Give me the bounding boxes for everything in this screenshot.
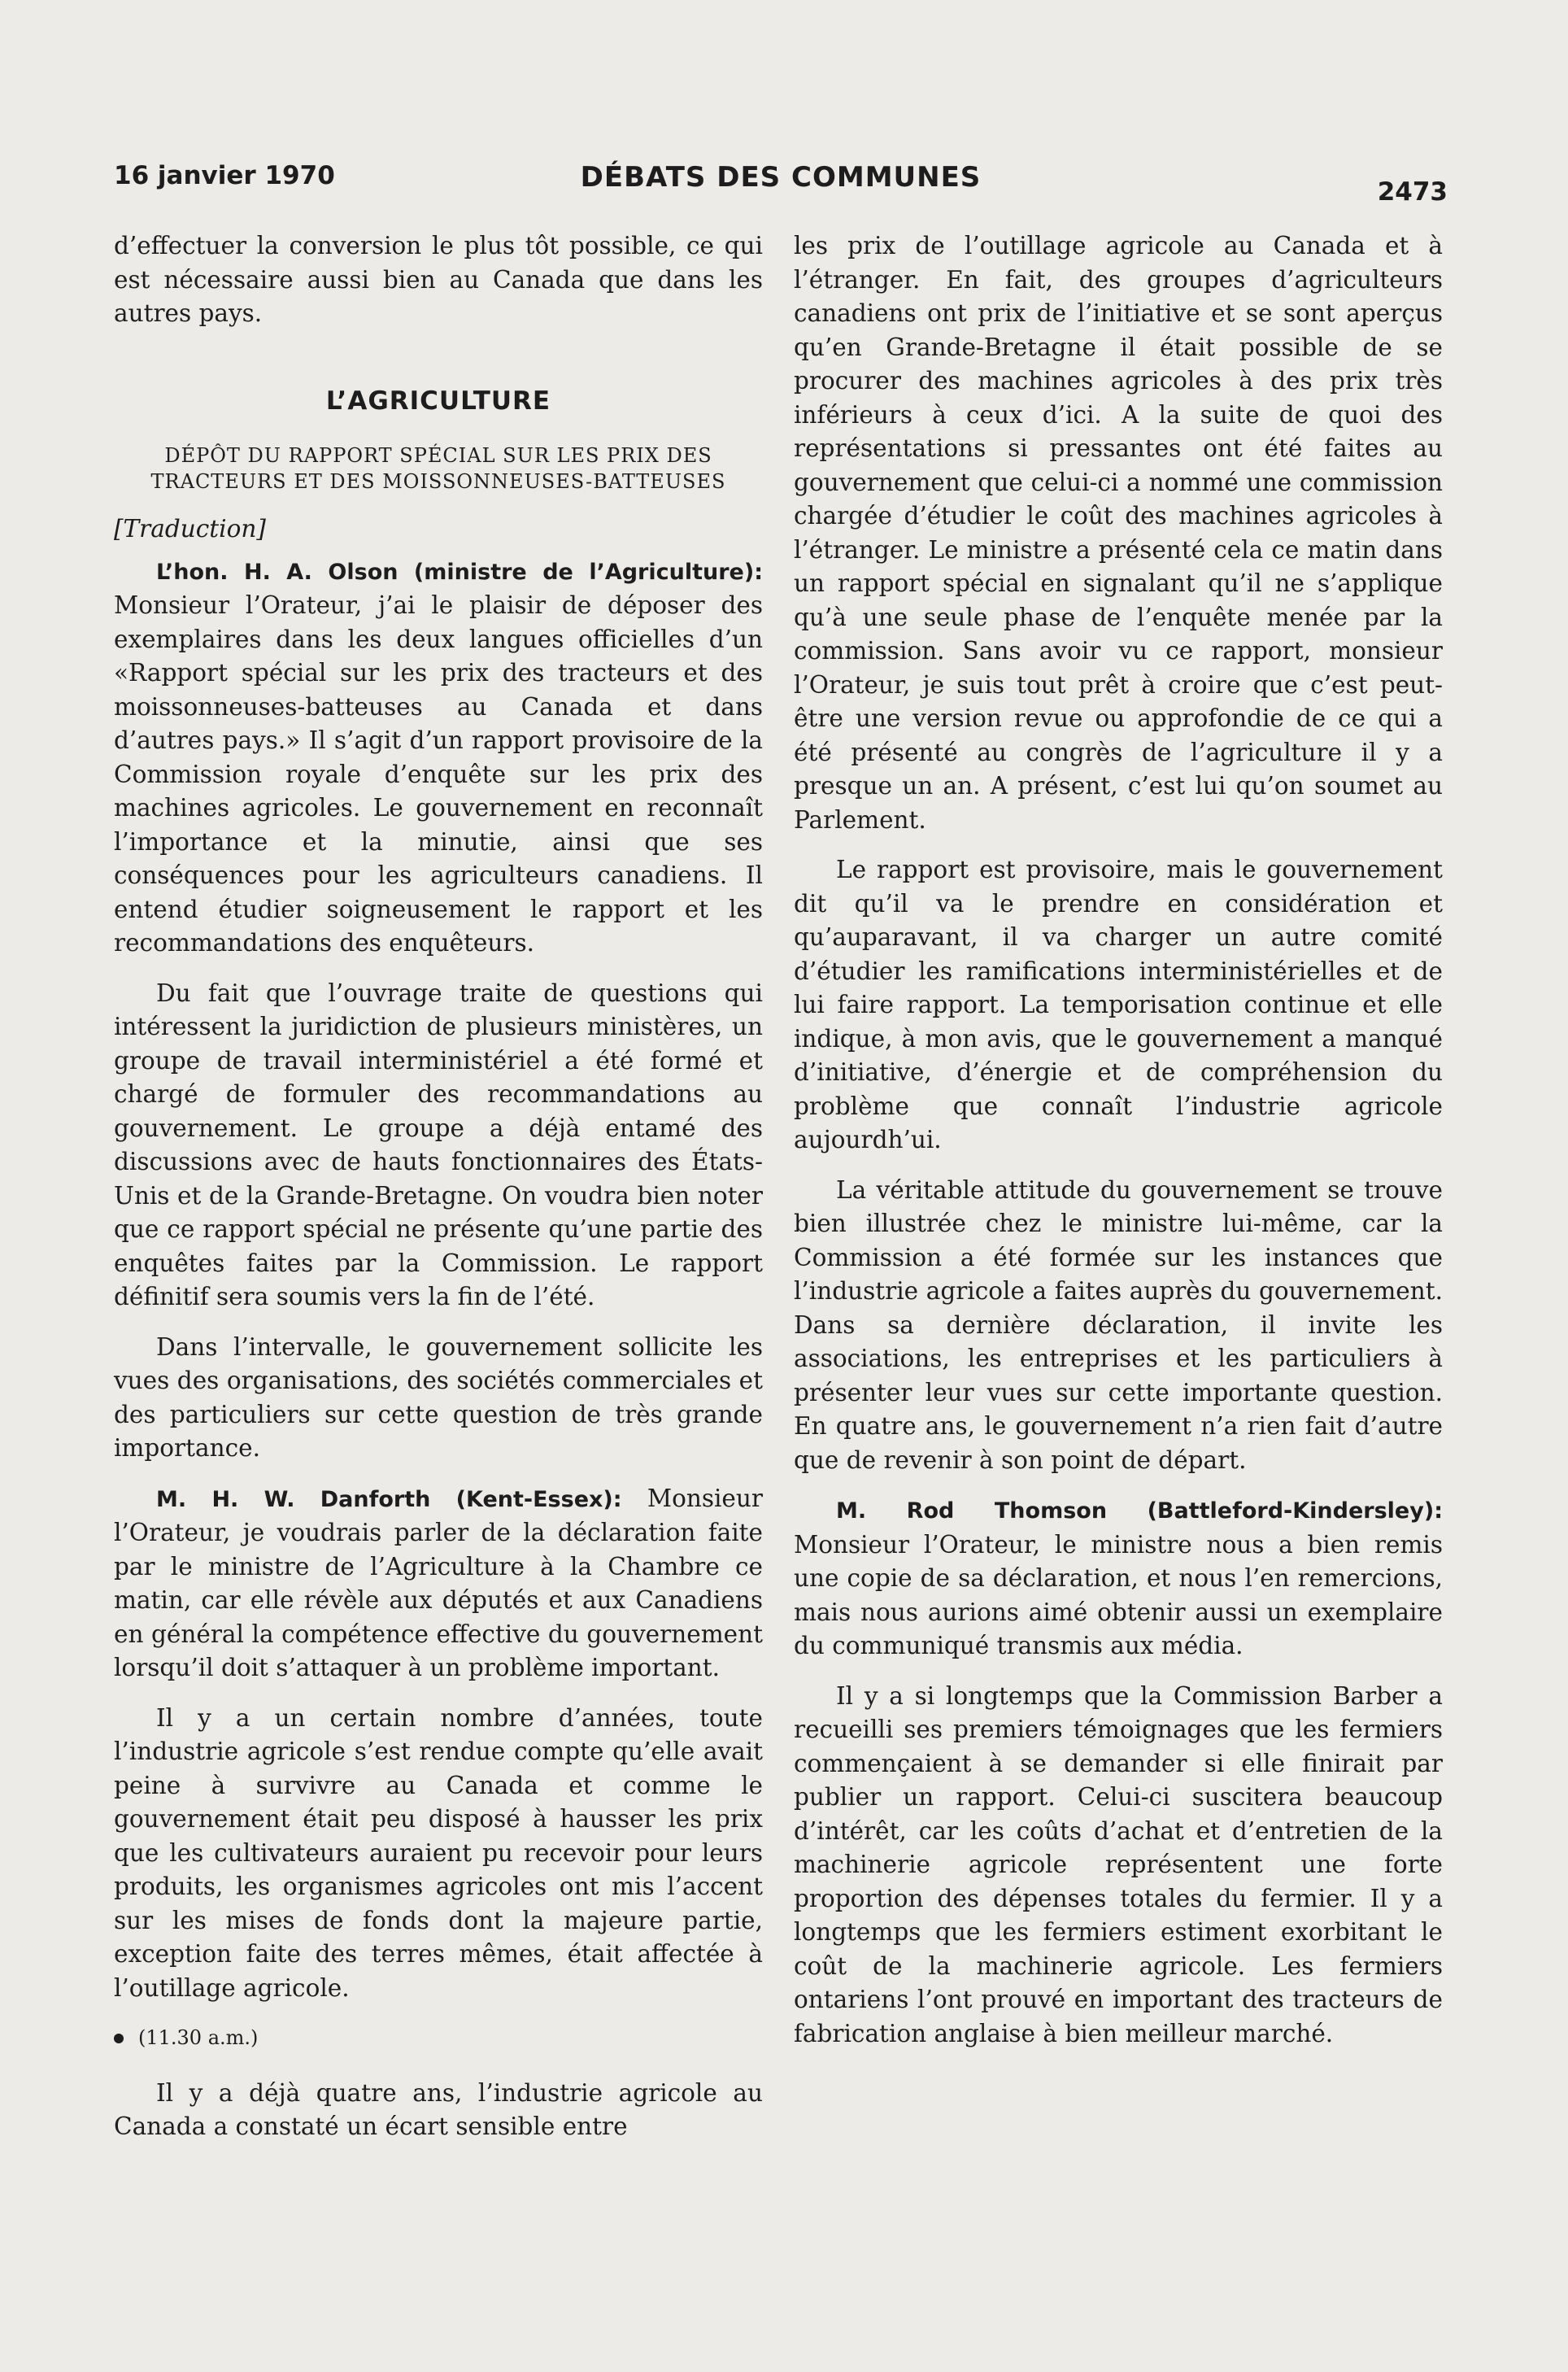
right-column (794, 229, 1443, 2067)
speaker-name: M. H. W. Danforth (Kent-Essex): (156, 1486, 622, 1512)
speaker-name: M. Rod Thomson (Battleford-Kindersley): (836, 1498, 1443, 1524)
time-text: (11.30 a.m.) (138, 2026, 259, 2049)
header-date: 16 janvier 1970 (114, 161, 335, 190)
header-title: DÉBATS DES COMMUNES (580, 161, 982, 194)
speaker-name: L’hon. H. A. Olson (ministre de l’Agriculture): (156, 559, 763, 585)
page-number: 2473 (1377, 177, 1448, 207)
speech-paragraph (794, 1493, 1443, 1663)
paragraph: Du fait que l’ouvrage traite de questions qui intéressent la juridiction de plusieurs ministères, un groupe de travail interministériel a été formé et chargé de formuler des recommandations au gouvernement. Le groupe a déjà entamé des discussions avec de hauts fonctionnaires des États-Unis et de la Grande-Bretagne. On voudra bien noter que ce rapport spécial ne présente qu’une partie des enquêtes faites par la Commission. Le rapport définitif sera soumis vers la fin de l’été. (114, 979, 763, 1310)
translation-note: [Traduction] (114, 515, 266, 543)
time-marker (114, 2021, 763, 2056)
subheading: DÉPÔT DU RAPPORT SPÉCIAL SUR LES PRIX DES TRACTEURS ET DES MOISSONNEUSES-BATTEUSES (150, 444, 726, 493)
left-column (114, 229, 763, 2161)
paragraph: les prix de l’outillage agricole au Canada et à l’étranger. En fait, des groupes d’agriculteurs canadiens ont prix de l’initiative et se sont aperçus qu’en Grande-Bretagne il était possible de se procurer des machines agricoles à des prix très inférieurs à ceux d’ici. A la suite de quoi des représentations si pressantes ont été faites au gouvernement que celui-ci a nommé une commission chargée d’étudier le coût des machines agricoles à l’étranger. Le ministre a présenté cela ce matin dans un rapport spécial en signalant qu’il ne s’applique qu’à une seule phase de l’enquête menée par la commission. Sans avoir vu ce rapport, monsieur l’Orateur, je suis tout prêt à croire que c’est peut-être une version revue ou approfondie de ce qui a été présenté au congrès de l’agriculture il y a presque un an. A présent, c’est lui qu’on soumet au Parlement. (794, 232, 1443, 834)
paragraph: d’effectuer la conversion le plus tôt possible, ce qui est nécessaire aussi bien au Canada que dans les autres pays. (114, 232, 763, 327)
speech-text: Monsieur l’Orateur, j’ai le plaisir de déposer des exemplaires dans les deux langues officielles d’un «Rapport spécial sur les prix des tracteurs et des moissonneuses-batteuses au Canada et dans d’autres pays.» Il s’agit d’un rapport provisoire de la Commission royale d’enquête sur les prix des machines agricoles. Le gouvernement en reconnaît l’importance et la minutie, ainsi que ses conséquences pour les agriculteurs canadiens. Il entend étudier soigneusement le rapport et les recommandations des enquêteurs. (114, 591, 763, 957)
paragraph: Dans l’intervalle, le gouvernement sollicite les vues des organisations, des sociétés commerciales et des particuliers sur cette question de très grande importance. (114, 1332, 763, 1462)
paragraph: La véritable attitude du gouvernement se trouve bien illustrée chez le ministre lui-même, car la Commission a été formée sur les instances que l’industrie agricole a faites auprès du gouvernement. Dans sa dernière déclaration, il invite les associations, les entreprises et les particuliers à présenter leur vues sur cette importante question. En quatre ans, le gouvernement n’a rien fait d’autre que de revenir à son point de départ. (794, 1175, 1443, 1474)
bullet-icon (114, 2034, 124, 2043)
page-header (114, 161, 1448, 210)
speech-paragraph (114, 1482, 763, 1685)
paragraph: Le rapport est provisoire, mais le gouvernement dit qu’il va le prendre en considération et qu’auparavant, il va charger un autre comité d’étudier les ramifications interministérielles et de lui faire rapport. La temporisation continue et elle indique, à mon avis, que le gouvernement a manqué d’initiative, d’énergie et de compréhension du problème que connaît l’industrie agricole aujourdh’ui. (794, 856, 1443, 1153)
section-title: L’AGRICULTURE (325, 386, 551, 416)
paragraph: Il y a déjà quatre ans, l’industrie agricole au Canada a constaté un écart sensible entre (114, 2078, 763, 2140)
paragraph: Il y a si longtemps que la Commission Barber a recueilli ses premiers témoignages que les fermiers commençaient à se demander si elle finirait par publier un rapport. Celui-ci suscitera beaucoup d’intérêt, car les coûts d’achat et d’entretien de la machinerie agricole représentent une forte proportion des dépenses totales du fermier. Il y a longtemps que les fermiers estiment exorbitant le coût de la machinerie agricole. Les fermiers ontariens l’ont prouvé en important des tracteurs de fabrication anglaise à bien meilleur marché. (794, 1681, 1443, 2047)
speech-text: Monsieur l’Orateur, le ministre nous a bien remis une copie de sa déclaration, et nous l’en remercions, mais nous aurions aimé obtenir aussi un exemplaire du communiqué transmis aux média. (794, 1530, 1443, 1659)
speech-text: Monsieur l’Orateur, je voudrais parler de la déclaration faite par le ministre de l’Agriculture à la Chambre ce matin, car elle révèle aux députés et aux Canadiens en général la compétence effective du gouvernement lorsqu’il doit s’attaquer à un problème important. (114, 1484, 763, 1681)
paragraph: Il y a un certain nombre d’années, toute l’industrie agricole s’est rendue compte qu’elle avait peine à survivre au Canada et comme le gouvernement était peu disposé à hausser les prix que les cultivateurs auraient pu recevoir pour leurs produits, les organismes agricoles ont mis l’accent sur les mises de fonds dont la majeure partie, exception faite des terres mêmes, était affectée à l’outillage agricole. (114, 1703, 763, 2002)
speech-paragraph (114, 555, 763, 961)
